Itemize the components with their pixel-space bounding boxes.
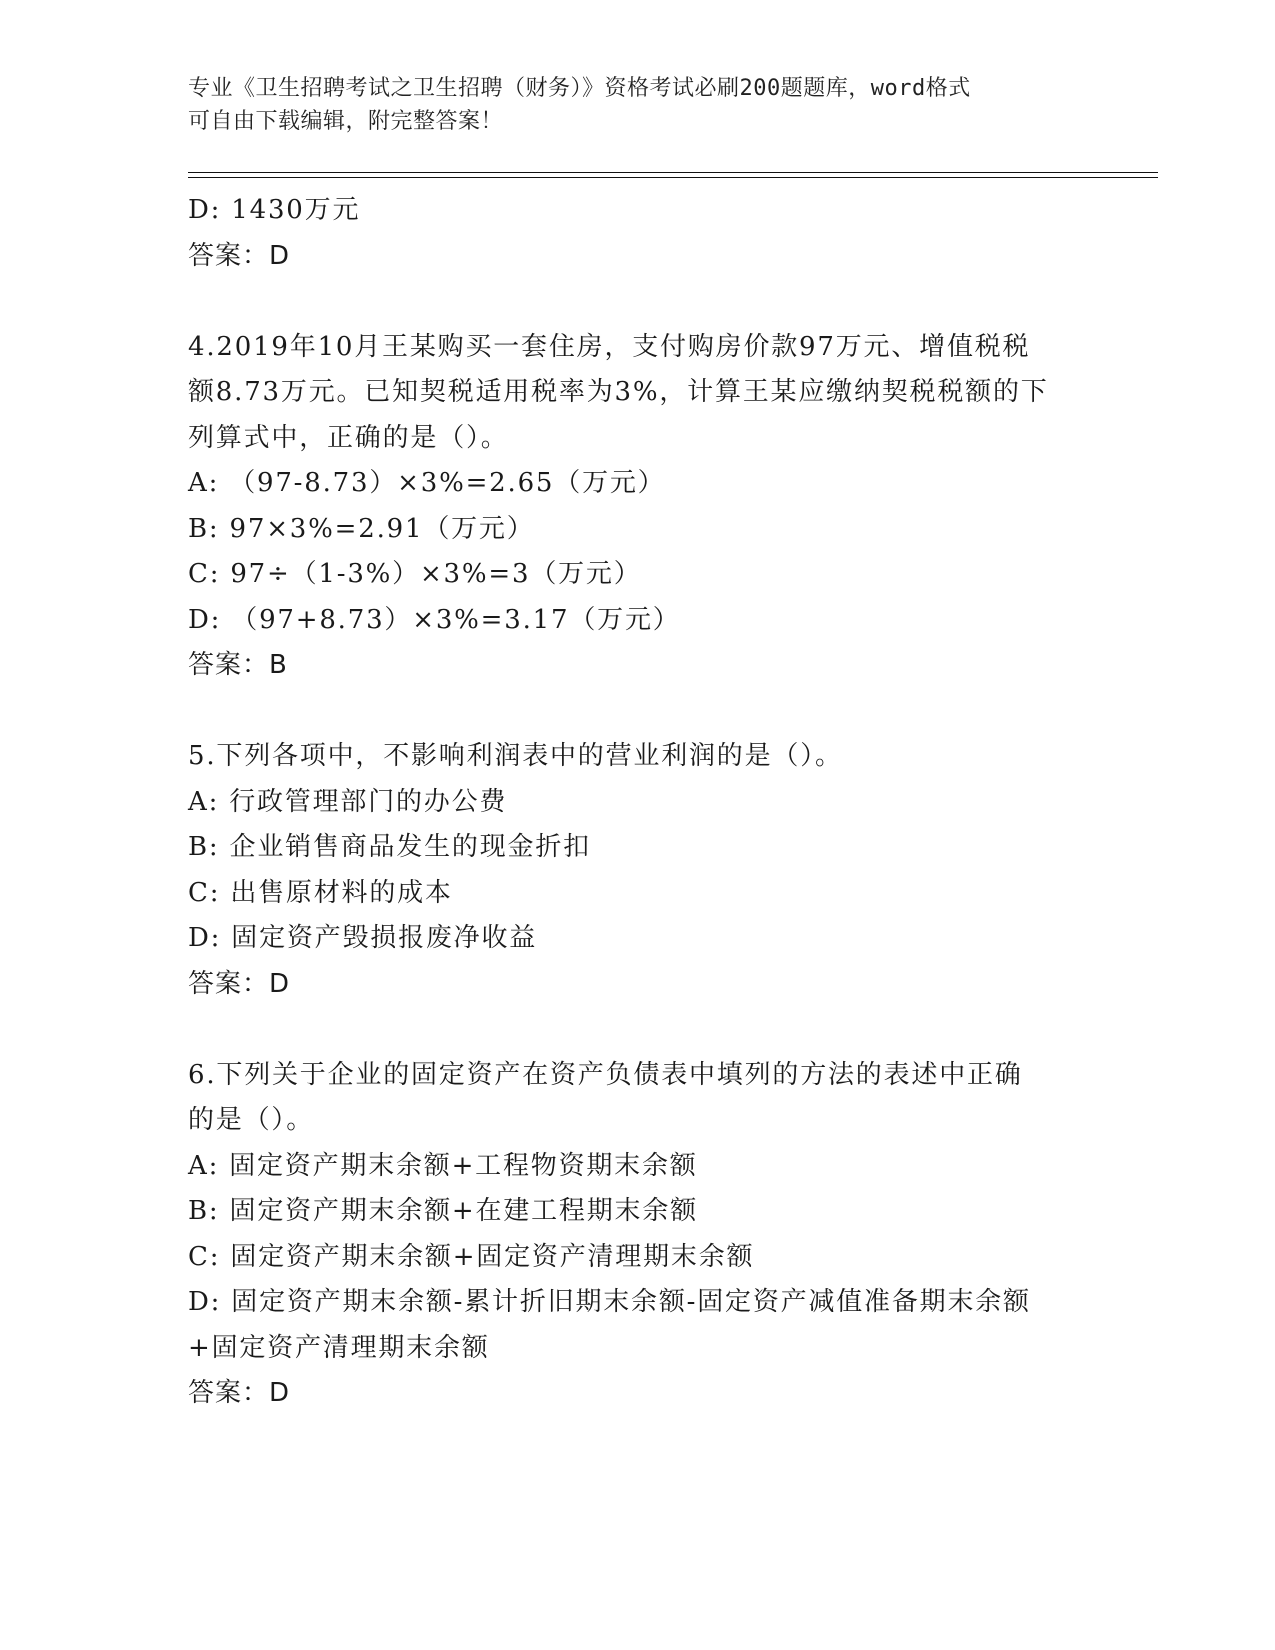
option-d: D: 固定资产毁损报废净收益	[188, 923, 538, 953]
option-c: C: 固定资产期末余额+固定资产清理期末余额	[188, 1241, 755, 1272]
question-stem-line: 5.下列各项中，不影响利润表中的营业利润的是（）。	[188, 741, 843, 771]
prev-question-tail	[188, 188, 1088, 279]
answer-line: 答案：D	[188, 968, 291, 999]
question-stem-line: 4.2019年10月王某购买一套住房，支付购房价款97万元、增值税税	[188, 331, 1031, 362]
option-d: D: 1430万元	[188, 195, 361, 225]
option-c: C: 出售原材料的成本	[188, 877, 453, 908]
question-4	[188, 325, 1088, 689]
option-b: B: 固定资产期末余额+在建工程期末余额	[188, 1196, 698, 1226]
option-b: B: 企业销售商品发生的现金折扣	[188, 832, 591, 862]
spacer	[188, 689, 1088, 735]
question-stem-line: 列算式中，正确的是（）。	[188, 422, 509, 453]
option-d: D: 固定资产期末余额-累计折旧期末余额-固定资产减值准备期末余额	[188, 1287, 1031, 1317]
answer-line: 答案：B	[188, 650, 288, 680]
header-rule-bottom	[188, 177, 1158, 178]
option-c: C: 97÷（1-3%）×3%=3（万元）	[188, 559, 642, 589]
option-a: A: 行政管理部门的办公费	[188, 786, 508, 817]
question-6	[188, 1053, 1088, 1417]
answer-line: 答案：D	[188, 1378, 291, 1408]
header-rule-top	[188, 172, 1158, 173]
option-a: A: 固定资产期末余额+工程物资期末余额	[188, 1150, 698, 1181]
spacer	[188, 1007, 1088, 1053]
header-line-1: 专业《卫生招聘考试之卫生招聘（财务）》资格考试必刷200题题库，word格式	[188, 76, 971, 101]
document-header	[188, 72, 1068, 138]
question-stem-line: 额8.73万元。已知契税适用税率为3%，计算王某应缴纳契税税额的下	[188, 377, 1049, 407]
option-a: A: （97-8.73）×3%=2.65（万元）	[188, 468, 666, 498]
spacer	[188, 279, 1088, 325]
option-b: B: 97×3%=2.91（万元）	[188, 513, 535, 544]
header-line-2: 可自由下载编辑，附完整答案！	[188, 109, 504, 134]
option-d: D: （97+8.73）×3%=3.17（万元）	[188, 604, 681, 635]
question-stem-line: 6.下列关于企业的固定资产在资产负债表中填列的方法的表述中正确	[188, 1059, 1023, 1090]
document-body	[188, 188, 1088, 1417]
question-5	[188, 734, 1088, 1007]
answer-line: 答案：D	[188, 240, 291, 271]
question-stem-line: 的是（）。	[188, 1105, 315, 1135]
option-d-continuation: +固定资产清理期末余额	[188, 1332, 490, 1363]
